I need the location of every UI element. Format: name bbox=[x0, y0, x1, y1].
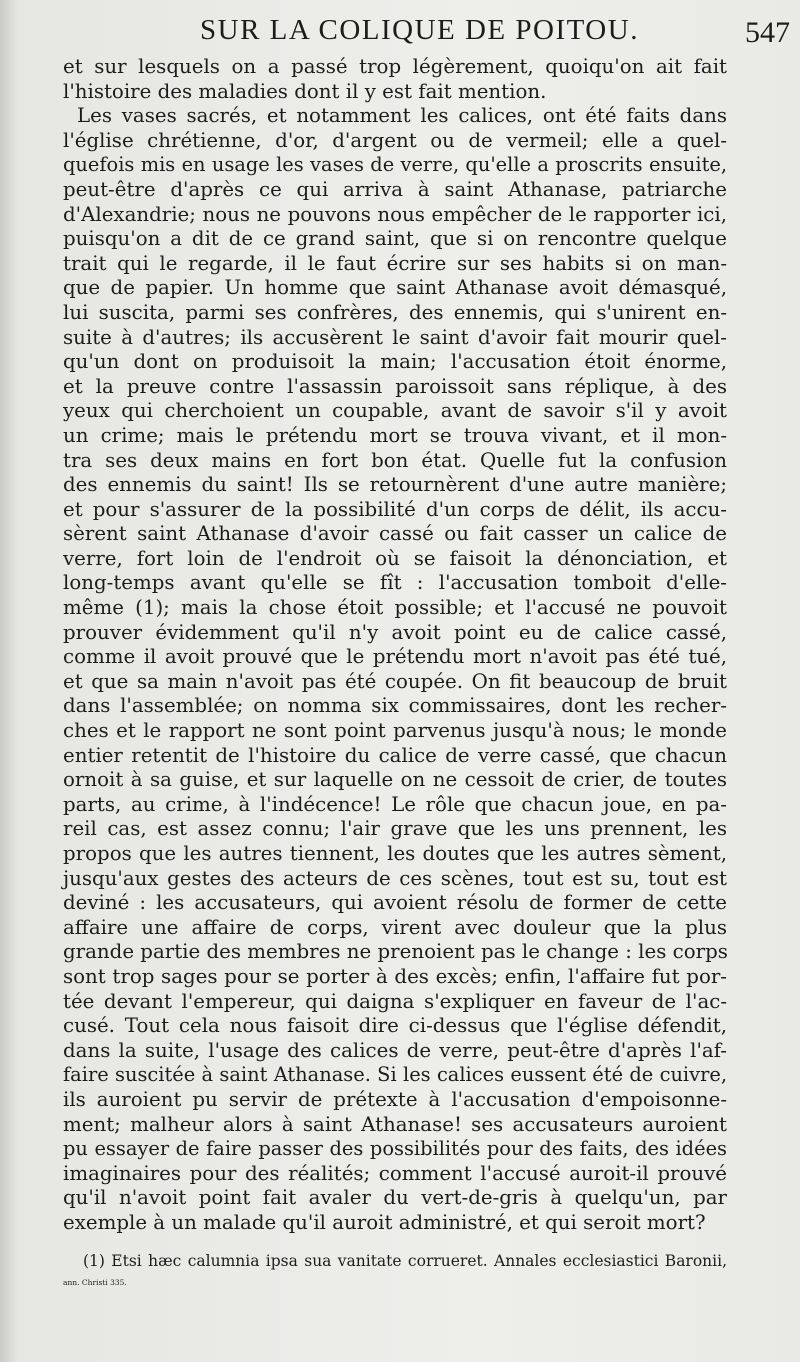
text-line: peut-être d'après ce qui arriva à saint Athanase, patriarche bbox=[63, 177, 727, 201]
text-line: sont trop sages pour se porter à des excès; enfin, l'affaire fut por- bbox=[63, 964, 727, 988]
text-line: l'église chrétienne, d'or, d'argent ou de vermeil; elle a quel- bbox=[63, 128, 727, 152]
text-line: reil cas, est assez connu; l'air grave que les uns prennent, les bbox=[63, 817, 727, 841]
text-line: et que sa main n'avoit pas été coupée. On fit beaucoup de bruit bbox=[63, 669, 727, 693]
text-line: et pour s'assurer de la possibilité d'un corps de délit, ils accu- bbox=[63, 497, 727, 521]
text-line: ils auroient pu servir de prétexte à l'accusation d'empoisonne- bbox=[63, 1087, 727, 1111]
text-line: yeux qui cherchoient un coupable, avant de savoir s'il y avoit bbox=[63, 399, 727, 423]
text-line: imaginaires pour des réalités; comment l'accusé auroit-il prouvé bbox=[63, 1161, 727, 1185]
text-line: suite à d'autres; ils accusèrent le saint d'avoir fait mourir quel- bbox=[63, 325, 727, 349]
text-line: dans la suite, l'usage des calices de verre, peut-être d'après l'af- bbox=[63, 1038, 727, 1062]
text-line: Les vases sacrés, et notamment les calices, ont été faits dans bbox=[77, 104, 727, 128]
text-line: long-temps avant qu'elle se fît : l'accusation tomboit d'elle- bbox=[63, 571, 727, 595]
text-line: affaire une affaire de corps, virent avec douleur que la plus bbox=[63, 915, 727, 939]
text-line: ches et le rapport ne sont point parvenus jusqu'à nous; le monde bbox=[63, 719, 727, 743]
text-line: trait qui le regarde, il le faut écrire sur ses habits si on man- bbox=[63, 251, 727, 275]
text-line: et sur lesquels on a passé trop légèrement, quoiqu'on ait fait bbox=[63, 55, 727, 78]
text-line: entier retentit de l'histoire du calice de verre cassé, que chacun bbox=[63, 743, 727, 767]
text-line: puisqu'on a dit de ce grand saint, que si on rencontre quelque bbox=[63, 227, 727, 251]
text-line: prouver évidemment qu'il n'y avoit point eu de calice cassé, bbox=[63, 620, 727, 644]
text-line: ornoit à sa guise, et sur laquelle on ne cessoit de crier, de toutes bbox=[63, 768, 727, 792]
text-line: verre, fort loin de l'endroit où se faisoit la dénonciation, et bbox=[63, 546, 727, 570]
text-line: sèrent saint Athanase d'avoir cassé ou fait casser un calice de bbox=[63, 522, 727, 546]
text-line: qu'il n'avoit point fait avaler du vert-de-gris à quelqu'un, par bbox=[63, 1186, 727, 1210]
text-line: parts, au crime, à l'indécence! Le rôle que chacun joue, en pa- bbox=[63, 792, 727, 816]
text-line: pu essayer de faire passer des possibilités pour des faits, des idées bbox=[63, 1137, 727, 1161]
text-line: jusqu'aux gestes des acteurs de ces scènes, tout est su, tout est bbox=[63, 866, 727, 890]
text-line: même (1); mais la chose étoit possible; et l'accusé ne pouvoit bbox=[63, 596, 727, 620]
footnote-line: (1) Etsi hæc calumnia ipsa sua vanitate corrueret. Annales ecclesiastici Baronii, bbox=[83, 1252, 727, 1270]
text-line: et la preuve contre l'assassin paroissoit sans réplique, à des bbox=[63, 374, 727, 398]
text-line: d'Alexandrie; nous ne pouvons nous empêcher de le rapporter ici, bbox=[63, 202, 727, 226]
text-line: cusé. Tout cela nous faisoit dire ci-dessus que l'église défendit, bbox=[63, 1014, 727, 1038]
text-line: quefois mis en usage les vases de verre, qu'elle a proscrits ensuite, bbox=[63, 153, 727, 177]
text-line: grande partie des membres ne prenoient pas le change : les corps bbox=[63, 940, 728, 964]
text-line: exemple à un malade qu'il auroit administré, et qui seroit mort? bbox=[63, 1210, 706, 1234]
text-line: faire suscitée à saint Athanase. Si les calices eussent été de cuivre, bbox=[63, 1063, 727, 1087]
text-line: tra ses deux mains en fort bon état. Quelle fut la confusion bbox=[63, 448, 727, 472]
text-line: que de papier. Un homme que saint Athanase avoit démasqué, bbox=[63, 276, 727, 300]
text-line: comme il avoit prouvé que le prétendu mort n'avoit pas été tué, bbox=[63, 645, 727, 669]
page-header bbox=[60, 10, 790, 54]
footnote-line: ann. Christi 335. bbox=[63, 1278, 127, 1287]
text-line: l'histoire des maladies dont il y est fait mention. bbox=[63, 79, 547, 103]
text-line: propos que les autres tiennent, les doutes que les autres sèment, bbox=[63, 842, 727, 865]
body-text bbox=[63, 55, 727, 1236]
page-number: 547 bbox=[745, 16, 790, 49]
footnote bbox=[63, 1250, 727, 1294]
text-line: des ennemis du saint! Ils se retournèrent d'une autre manière; bbox=[63, 473, 727, 497]
text-line: tée devant l'empereur, qui daigna s'expliquer en faveur de l'ac- bbox=[63, 989, 727, 1013]
text-line: un crime; mais le prétendu mort se trouva vivant, et il mon- bbox=[63, 423, 727, 447]
text-line: lui suscita, parmi ses confrères, des ennemis, qui s'unirent en- bbox=[63, 300, 727, 324]
running-title: SUR LA COLIQUE DE POITOU. bbox=[200, 14, 639, 46]
text-line: qu'un dont on produisoit la main; l'accusation étoit énorme, bbox=[63, 350, 727, 374]
text-line: deviné : les accusateurs, qui avoient résolu de former de cette bbox=[63, 891, 727, 915]
text-line: dans l'assemblée; on nomma six commissaires, dont les recher- bbox=[63, 694, 727, 718]
text-line: ment; malheur alors à saint Athanase! ses accusateurs auroient bbox=[63, 1112, 727, 1136]
